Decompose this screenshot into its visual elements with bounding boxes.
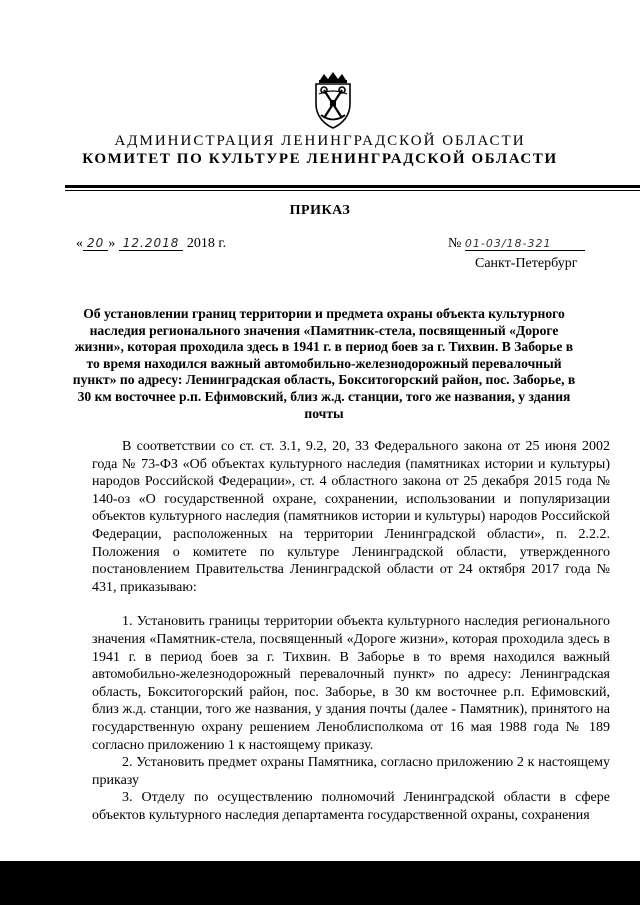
clause-1: 1. Установить границы территории объекта культурного наследия регионального значения «Памятник-стела, посвященный «Дороге жизни», которая проходила здесь в 1941 г. в период боев за г. Тихвин. В Заборье в то время находился важный автомобильно-железнодорожный перевалочный пункт» по адресу: Ленинградская область, Бокситогорский район, пос. Заборье, в 30 км восточнее р.п. Ефимовский, близ ж.д. станции, того же названия, у здания почты (далее - Памятник), принятого на государственную охрану решением Леноблисполкома от 16 мая 1988 года № 189 согласно приложению 1 к настоящему приказу.	[92, 614, 610, 753]
coat-of-arms-icon	[302, 70, 364, 132]
number-value: 01-03/18-321	[465, 237, 585, 251]
date-year: 2018 г.	[186, 236, 227, 251]
preamble-paragraph: В соответствии со ст. ст. 3.1, 9.2, 20, 33 Федерального закона от 25 июня 2002 года № 73-ФЗ «Об объектах культурного наследия (памятниках истории и культуры) народов Российской Федерации», ст. 4 областного закона от 25 декабря 2015 года № 140-оз «О государственной охране, сохранении, использовании и популяризации объектов культурного наследия (памятников истории и культуры) народов Российской Федерации, расположенных на территории Ленинградской области», п. 2.2.2. Положения о комитете по культуре Ленинградской области, утвержденного постановлением Правительства Ленинградской области от 24 октября 2017 года № 431, приказываю:	[92, 439, 610, 595]
order-number	[448, 236, 585, 252]
scan-border	[0, 861, 640, 905]
city-name: Санкт-Петербург	[475, 256, 578, 271]
date-close-quote: »	[108, 236, 116, 251]
clause-3: 3. Отделу по осуществлению полномочий Ленинградской области в сфере объектов культурного наследия департамента государственной охраны, сохранения	[92, 790, 610, 823]
order-subject: Об установлении границ территории и предмета охраны объекта культурного наследия регионального значения «Памятник-стела, посвященный «Дороге жизни», которая проходила здесь в 1941 г. в период боев за г. Тихвин. В Заборье в то время находился важный автомобильно-железнодорожный перевалочный пункт» по адресу: Ленинградская область, Бокситогорский район, пос. Заборье, в 30 км восточнее р.п. Ефимовский, близ ж.д. станции, того же названия, у здания почты	[72, 306, 576, 421]
clause-2: 2. Установить предмет охраны Памятника, согласно приложению 2 к настоящему приказу	[92, 755, 610, 788]
number-sign: №	[448, 236, 462, 251]
header-divider-thick	[65, 185, 640, 188]
order-body	[92, 438, 610, 824]
date-open-quote: «	[76, 236, 83, 251]
date-month: 12.2018	[119, 236, 184, 251]
date-day: 20	[83, 236, 108, 251]
order-date	[76, 236, 226, 252]
organization-name: АДМИНИСТРАЦИЯ ЛЕНИНГРАДСКОЙ ОБЛАСТИ	[114, 133, 526, 149]
committee-name: КОМИТЕТ ПО КУЛЬТУРЕ ЛЕНИНГРАДСКОЙ ОБЛАСТИ	[82, 151, 558, 167]
document-title: ПРИКАЗ	[289, 203, 351, 218]
header-divider-thin	[65, 190, 640, 191]
